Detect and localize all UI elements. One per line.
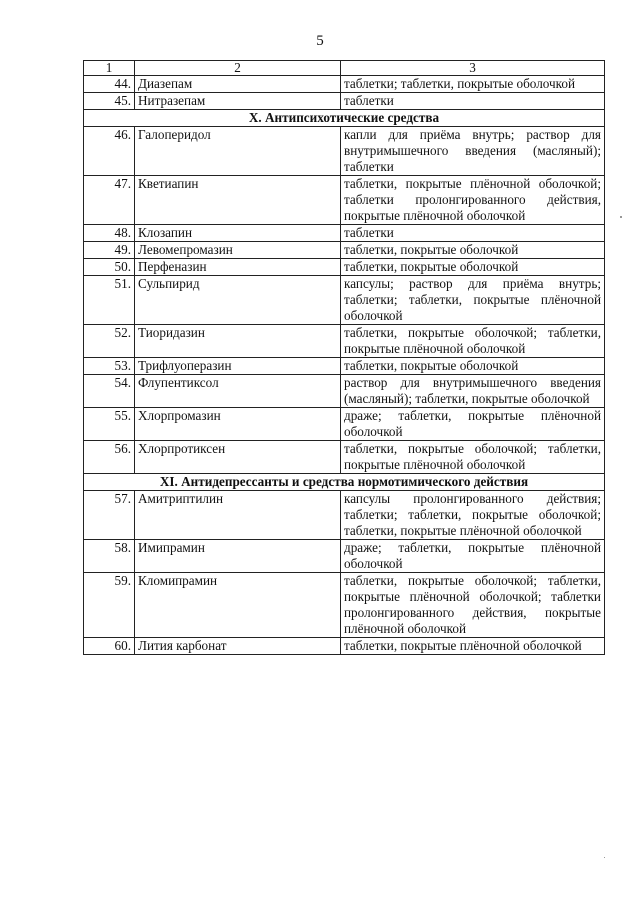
row-number: 44. bbox=[84, 76, 135, 93]
table-row bbox=[84, 93, 605, 110]
table-row bbox=[84, 491, 605, 540]
drug-name: Флупентиксол bbox=[135, 375, 341, 408]
dosage-form: таблетки, покрытые оболочкой bbox=[341, 259, 605, 276]
drug-name: Лития карбонат bbox=[135, 638, 341, 655]
drug-name: Нитразепам bbox=[135, 93, 341, 110]
row-number: 56. bbox=[84, 441, 135, 474]
drug-name: Клозапин bbox=[135, 225, 341, 242]
row-number: 52. bbox=[84, 325, 135, 358]
dosage-form: таблетки; таблетки, покрытые оболочкой bbox=[341, 76, 605, 93]
table-row bbox=[84, 259, 605, 276]
row-number: 59. bbox=[84, 573, 135, 638]
table-body bbox=[84, 61, 605, 655]
table-row bbox=[84, 441, 605, 474]
row-number: 53. bbox=[84, 358, 135, 375]
row-number: 54. bbox=[84, 375, 135, 408]
dosage-form: таблетки, покрытые плёночной оболочкой bbox=[341, 638, 605, 655]
row-number: 51. bbox=[84, 276, 135, 325]
table-row bbox=[84, 540, 605, 573]
table-row bbox=[84, 76, 605, 93]
dosage-form: капли для приёма внутрь; раствор для внутримышечного введения (масляный); таблетки bbox=[341, 127, 605, 176]
table-row bbox=[84, 276, 605, 325]
section-heading-row bbox=[84, 110, 605, 127]
row-number: 55. bbox=[84, 408, 135, 441]
drug-name: Левомепромазин bbox=[135, 242, 341, 259]
row-number: 49. bbox=[84, 242, 135, 259]
row-number: 45. bbox=[84, 93, 135, 110]
table-row bbox=[84, 176, 605, 225]
drug-name: Кветиапин bbox=[135, 176, 341, 225]
dosage-form: драже; таблетки, покрытые плёночной оболочкой bbox=[341, 540, 605, 573]
table-row bbox=[84, 375, 605, 408]
table-row bbox=[84, 573, 605, 638]
table-row bbox=[84, 408, 605, 441]
drug-name: Перфеназин bbox=[135, 259, 341, 276]
drug-list-table bbox=[83, 60, 605, 655]
section-title: XI. Антидепрессанты и средства нормотимического действия bbox=[84, 474, 605, 491]
row-number: 48. bbox=[84, 225, 135, 242]
drug-name: Сульпирид bbox=[135, 276, 341, 325]
scan-speck bbox=[604, 857, 605, 858]
table-header-row bbox=[84, 61, 605, 76]
table-row bbox=[84, 358, 605, 375]
drug-name: Амитриптилин bbox=[135, 491, 341, 540]
row-number: 50. bbox=[84, 259, 135, 276]
dosage-form: капсулы; раствор для приёма внутрь; таблетки; таблетки, покрытые плёночной оболочкой bbox=[341, 276, 605, 325]
table-row bbox=[84, 325, 605, 358]
column-header-form: 3 bbox=[341, 61, 605, 76]
dosage-form: таблетки bbox=[341, 225, 605, 242]
drug-name: Кломипрамин bbox=[135, 573, 341, 638]
row-number: 57. bbox=[84, 491, 135, 540]
drug-name: Хлорпротиксен bbox=[135, 441, 341, 474]
table-row bbox=[84, 638, 605, 655]
table-row bbox=[84, 225, 605, 242]
row-number: 60. bbox=[84, 638, 135, 655]
row-number: 47. bbox=[84, 176, 135, 225]
section-title: X. Антипсихотические средства bbox=[84, 110, 605, 127]
table-row bbox=[84, 127, 605, 176]
drug-name: Хлорпромазин bbox=[135, 408, 341, 441]
drug-name: Диазепам bbox=[135, 76, 341, 93]
scan-speck bbox=[620, 216, 622, 218]
dosage-form: раствор для внутримышечного введения (масляный); таблетки, покрытые оболочкой bbox=[341, 375, 605, 408]
dosage-form: таблетки, покрытые оболочкой; таблетки, покрытые плёночной оболочкой bbox=[341, 325, 605, 358]
row-number: 46. bbox=[84, 127, 135, 176]
page-number: 5 bbox=[316, 33, 324, 49]
section-heading-row bbox=[84, 474, 605, 491]
dosage-form: таблетки bbox=[341, 93, 605, 110]
drug-name: Трифлуоперазин bbox=[135, 358, 341, 375]
dosage-form: таблетки, покрытые оболочкой bbox=[341, 242, 605, 259]
drug-name: Галоперидол bbox=[135, 127, 341, 176]
table-row bbox=[84, 242, 605, 259]
column-header-name: 2 bbox=[135, 61, 341, 76]
drug-name: Имипрамин bbox=[135, 540, 341, 573]
dosage-form: таблетки, покрытые оболочкой bbox=[341, 358, 605, 375]
row-number: 58. bbox=[84, 540, 135, 573]
dosage-form: таблетки, покрытые оболочкой; таблетки, покрытые плёночной оболочкой bbox=[341, 441, 605, 474]
dosage-form: драже; таблетки, покрытые плёночной оболочкой bbox=[341, 408, 605, 441]
column-header-number: 1 bbox=[84, 61, 135, 76]
drug-name: Тиоридазин bbox=[135, 325, 341, 358]
dosage-form: таблетки, покрытые оболочкой; таблетки, покрытые плёночной оболочкой; таблетки пролонгированного действия, покрытые плёночной оболочкой bbox=[341, 573, 605, 638]
dosage-form: капсулы пролонгированного действия; таблетки; таблетки, покрытые оболочкой; таблетки, покрытые плёночной оболочкой bbox=[341, 491, 605, 540]
dosage-form: таблетки, покрытые плёночной оболочкой; таблетки пролонгированного действия, покрытые плёночной оболочкой bbox=[341, 176, 605, 225]
